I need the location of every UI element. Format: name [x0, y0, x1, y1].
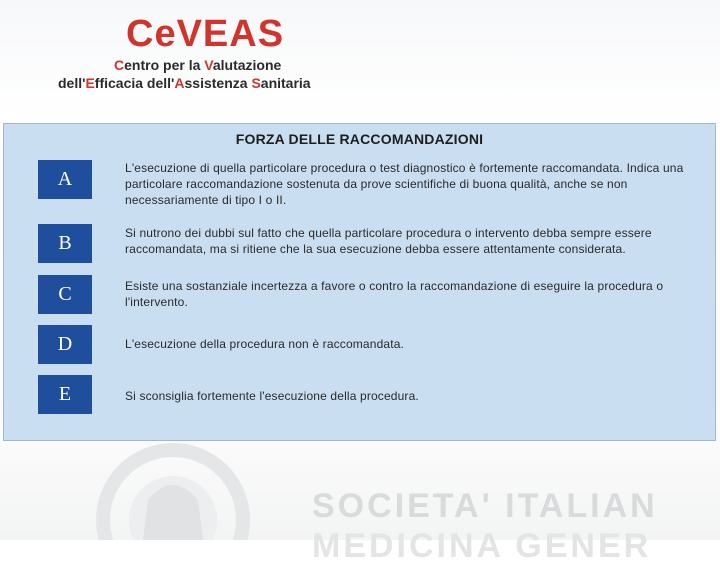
grade-description-c: Esiste una sostanziale incertezza a favore o contro la raccomandazione di eseguire la procedura o l'intervento.	[125, 279, 664, 309]
grade-description-e: Si sconsiglia fortemente l'esecuzione della procedura.	[125, 389, 419, 403]
logo-subtitle-line2: dell'Efficacia dell'Assistenza Sanitaria	[58, 75, 311, 91]
grade-description-b: Si nutrono dei dubbi sul fatto che quella particolare procedura o intervento debba sempre essere raccomandata, ma si ritiene che la sua esecuzione debba essere attentamente considerata.	[125, 226, 652, 256]
logo-subtitle-line1: Centro per la Valutazione	[114, 57, 282, 73]
grade-badge-e: E	[38, 375, 92, 414]
ceveas-logo	[58, 8, 398, 98]
grade-badge-c: C	[38, 275, 92, 314]
recommendation-strength-panel	[3, 123, 716, 441]
grade-badge-b: B	[38, 224, 92, 263]
society-emblem-icon	[78, 440, 308, 540]
society-name-line2: MEDICINA GENER	[312, 527, 652, 565]
society-name-line1: SOCIETA' ITALIAN	[312, 487, 658, 525]
grade-description-d: L'esecuzione della procedura non è raccomandata.	[125, 337, 405, 351]
panel-title: FORZA DELLE RACCOMANDAZIONI	[235, 131, 484, 147]
logo-title: CeVEAS	[126, 13, 285, 55]
grade-badge-d: D	[38, 325, 92, 364]
grade-description-a: L'esecuzione di quella particolare procedura o test diagnostico è fortemente raccomandata. Indica una particolare raccomandazione sostenuta da prove scientifiche di buona qualità, anche se non necessariamente di tipo I o II.	[125, 161, 684, 207]
grade-badge-a: A	[38, 160, 92, 199]
